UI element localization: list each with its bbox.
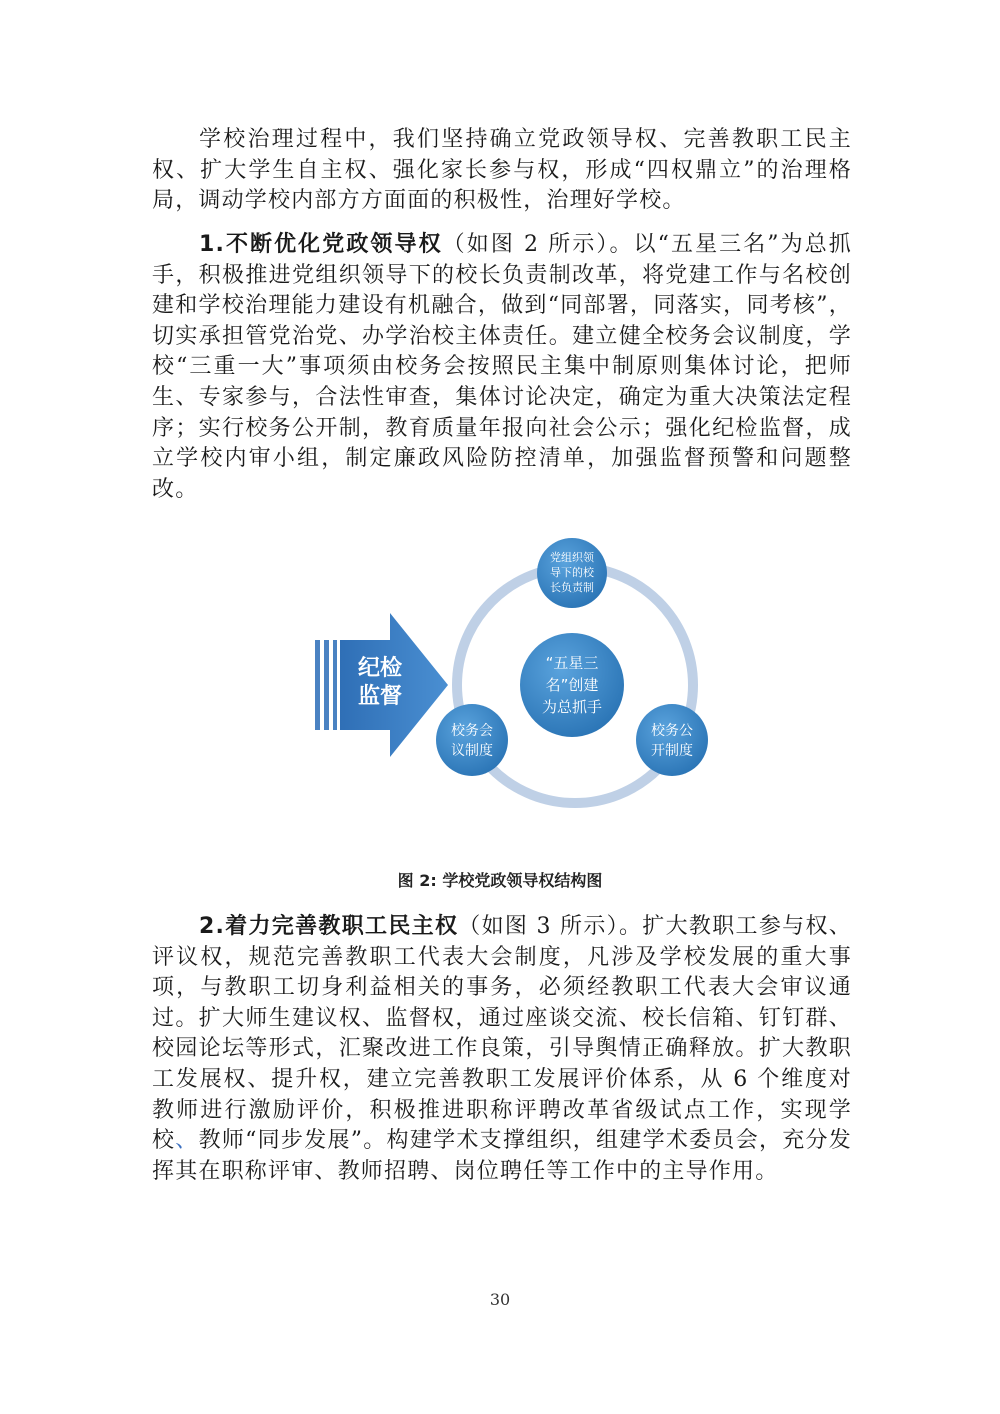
- section2-body-b: 教师“同步发展”。构建学术支撑组织，组建学术委员会，充分发挥其在职称评审、教师招聘、岗位聘任等工作中的主导作用。: [152, 1128, 853, 1184]
- discipline-supervision-arrow: [315, 613, 448, 757]
- right-label-line1: 校务公: [651, 723, 693, 739]
- arrow-label-line2: 监督: [357, 684, 403, 709]
- left-label-line2: 议制度: [451, 743, 493, 759]
- arrow-label-line1: 纪检: [357, 656, 403, 681]
- section2-heading: 2.着力完善教职工民主权: [199, 914, 459, 939]
- section1-body: （如图 2 所示）。以“五星三名”为总抓手，积极推进党组织领导下的校长负责制改革，将党建工作与名校创建和学校治理能力建设有机融合，做到“同部署，同落实，同考核”，切实承担管党治党、办学治校主体责任。建立健全校务会议制度，学校“三重一大”事项须由校务会按照民主集中制原则集体讨论，把师生、专家参与，合法性审查，集体讨论决定，确定为重大决策法定程序；实行校务公开制，教育质量年报向社会公示；强化纪检监督，成立学校内审小组，制定廉政风险防控清单，加强监督预警和问题整改。: [152, 232, 852, 502]
- top-node: [537, 538, 607, 608]
- leadership-structure-diagram: [300, 535, 730, 820]
- top-label-line2: 导下的校: [550, 566, 594, 579]
- section1-paragraph: [152, 230, 852, 505]
- top-label-line1: 党组织领: [550, 551, 594, 564]
- page-number: 30: [489, 1290, 511, 1309]
- intro-paragraph: 学校治理过程中，我们坚持确立党政领导权、完善教职工民主权、扩大学生自主权、强化家长参与权，形成“四权鼎立”的治理格局，调动学校内部方方面面的积极性，治理好学校。: [152, 127, 852, 214]
- figure-caption: 图 2: 学校党政领导权结构图: [397, 871, 603, 890]
- section2-separator: 、: [175, 1128, 199, 1154]
- left-label-line1: 校务会: [451, 723, 493, 739]
- center-label-line2: 名”创建: [545, 676, 599, 694]
- section2-body-a: （如图 3 所示）。扩大教职工参与权、评议权，规范完善教职工代表大会制度，凡涉及学校发展的重大事项，与教职工切身利益相关的事务，必须经教职工代表大会审议通过。扩大师生建议权、监督权，通过座谈交流、校长信箱、钉钉群、校园论坛等形式，汇聚改进工作良策，引导舆情正确释放。扩大教职工发展权、提升权，建立完善教职工发展评价体系，从 6 个维度对教师进行激励评价，积极推进职称评聘改革省级试点工作，实现学校: [152, 914, 852, 1154]
- center-node: [520, 633, 624, 737]
- right-node: [636, 704, 708, 776]
- left-node: [436, 704, 508, 776]
- right-label-line2: 开制度: [651, 743, 693, 759]
- center-label-line3: 为总抓手: [541, 698, 603, 716]
- section1-heading: 1.不断优化党政领导权: [199, 232, 443, 257]
- section2-paragraph: [152, 912, 852, 1187]
- center-label-line1: “五星三: [545, 654, 599, 672]
- top-label-line3: 长负责制: [550, 581, 594, 594]
